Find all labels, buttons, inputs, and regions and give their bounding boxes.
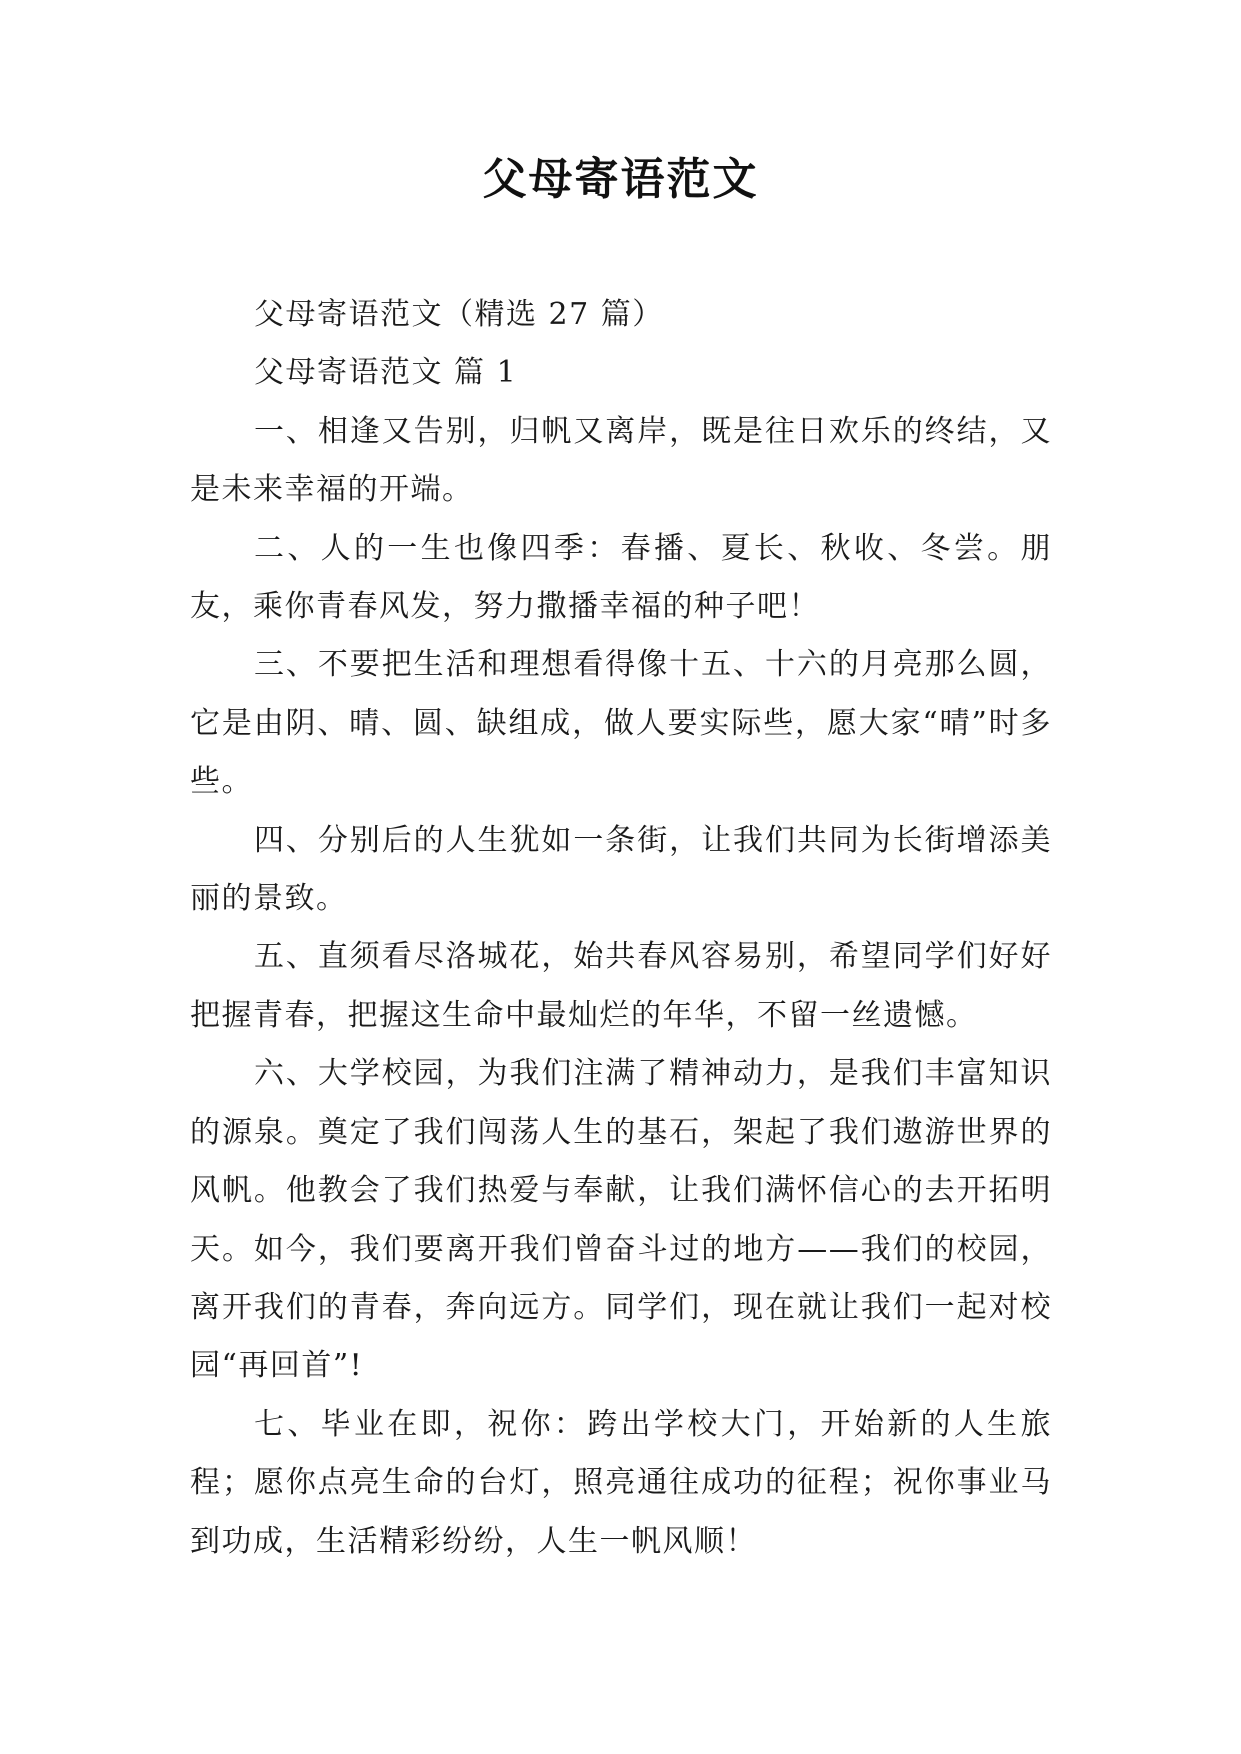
document-subtitle: 父母寄语范文（精选 27 篇）	[254, 297, 664, 332]
paragraph-2: 二、人的一生也像四季：春播、夏长、秋收、冬尝。朋友，乘你青春风发，努力撒播幸福的种子吧！	[190, 530, 1052, 625]
paragraph-1: 一、相逢又告别，归帆又离岸，既是往日欢乐的终结，又是未来幸福的开端。	[190, 413, 1052, 508]
paragraph-3: 三、不要把生活和理想看得像十五、十六的月亮那么圆，它是由阴、晴、圆、缺组成，做人要实际些，愿大家“晴”时多些。	[190, 647, 1052, 800]
paragraph-6: 六、大学校园，为我们注满了精神动力，是我们丰富知识的源泉。奠定了我们闯荡人生的基石，架起了我们遨游世界的风帆。他教会了我们热爱与奉献，让我们满怀信心的去开拓明天。如今，我们要离开我们曾奋斗过的地方——我们的校园，离开我们的青春，奔向远方。同学们，现在就让我们一起对校园“再回首”!	[190, 1056, 1052, 1384]
paragraph-7: 七、毕业在即，祝你：跨出学校大门，开始新的人生旅程；愿你点亮生命的台灯，照亮通往成功的征程；祝你事业马到功成，生活精彩纷纷，人生一帆风顺！	[190, 1406, 1052, 1559]
section-heading: 父母寄语范文 篇 1	[254, 355, 518, 391]
paragraph-5: 五、直须看尽洛城花，始共春风容易别，希望同学们好好把握青春，把握这生命中最灿烂的年华，不留一丝遗憾。	[190, 939, 1052, 1033]
document-title: 父母寄语范文	[482, 154, 759, 205]
document-body	[190, 286, 1052, 1571]
paragraph-4: 四、分别后的人生犹如一条街，让我们共同为长街增添美丽的景致。	[190, 822, 1052, 917]
